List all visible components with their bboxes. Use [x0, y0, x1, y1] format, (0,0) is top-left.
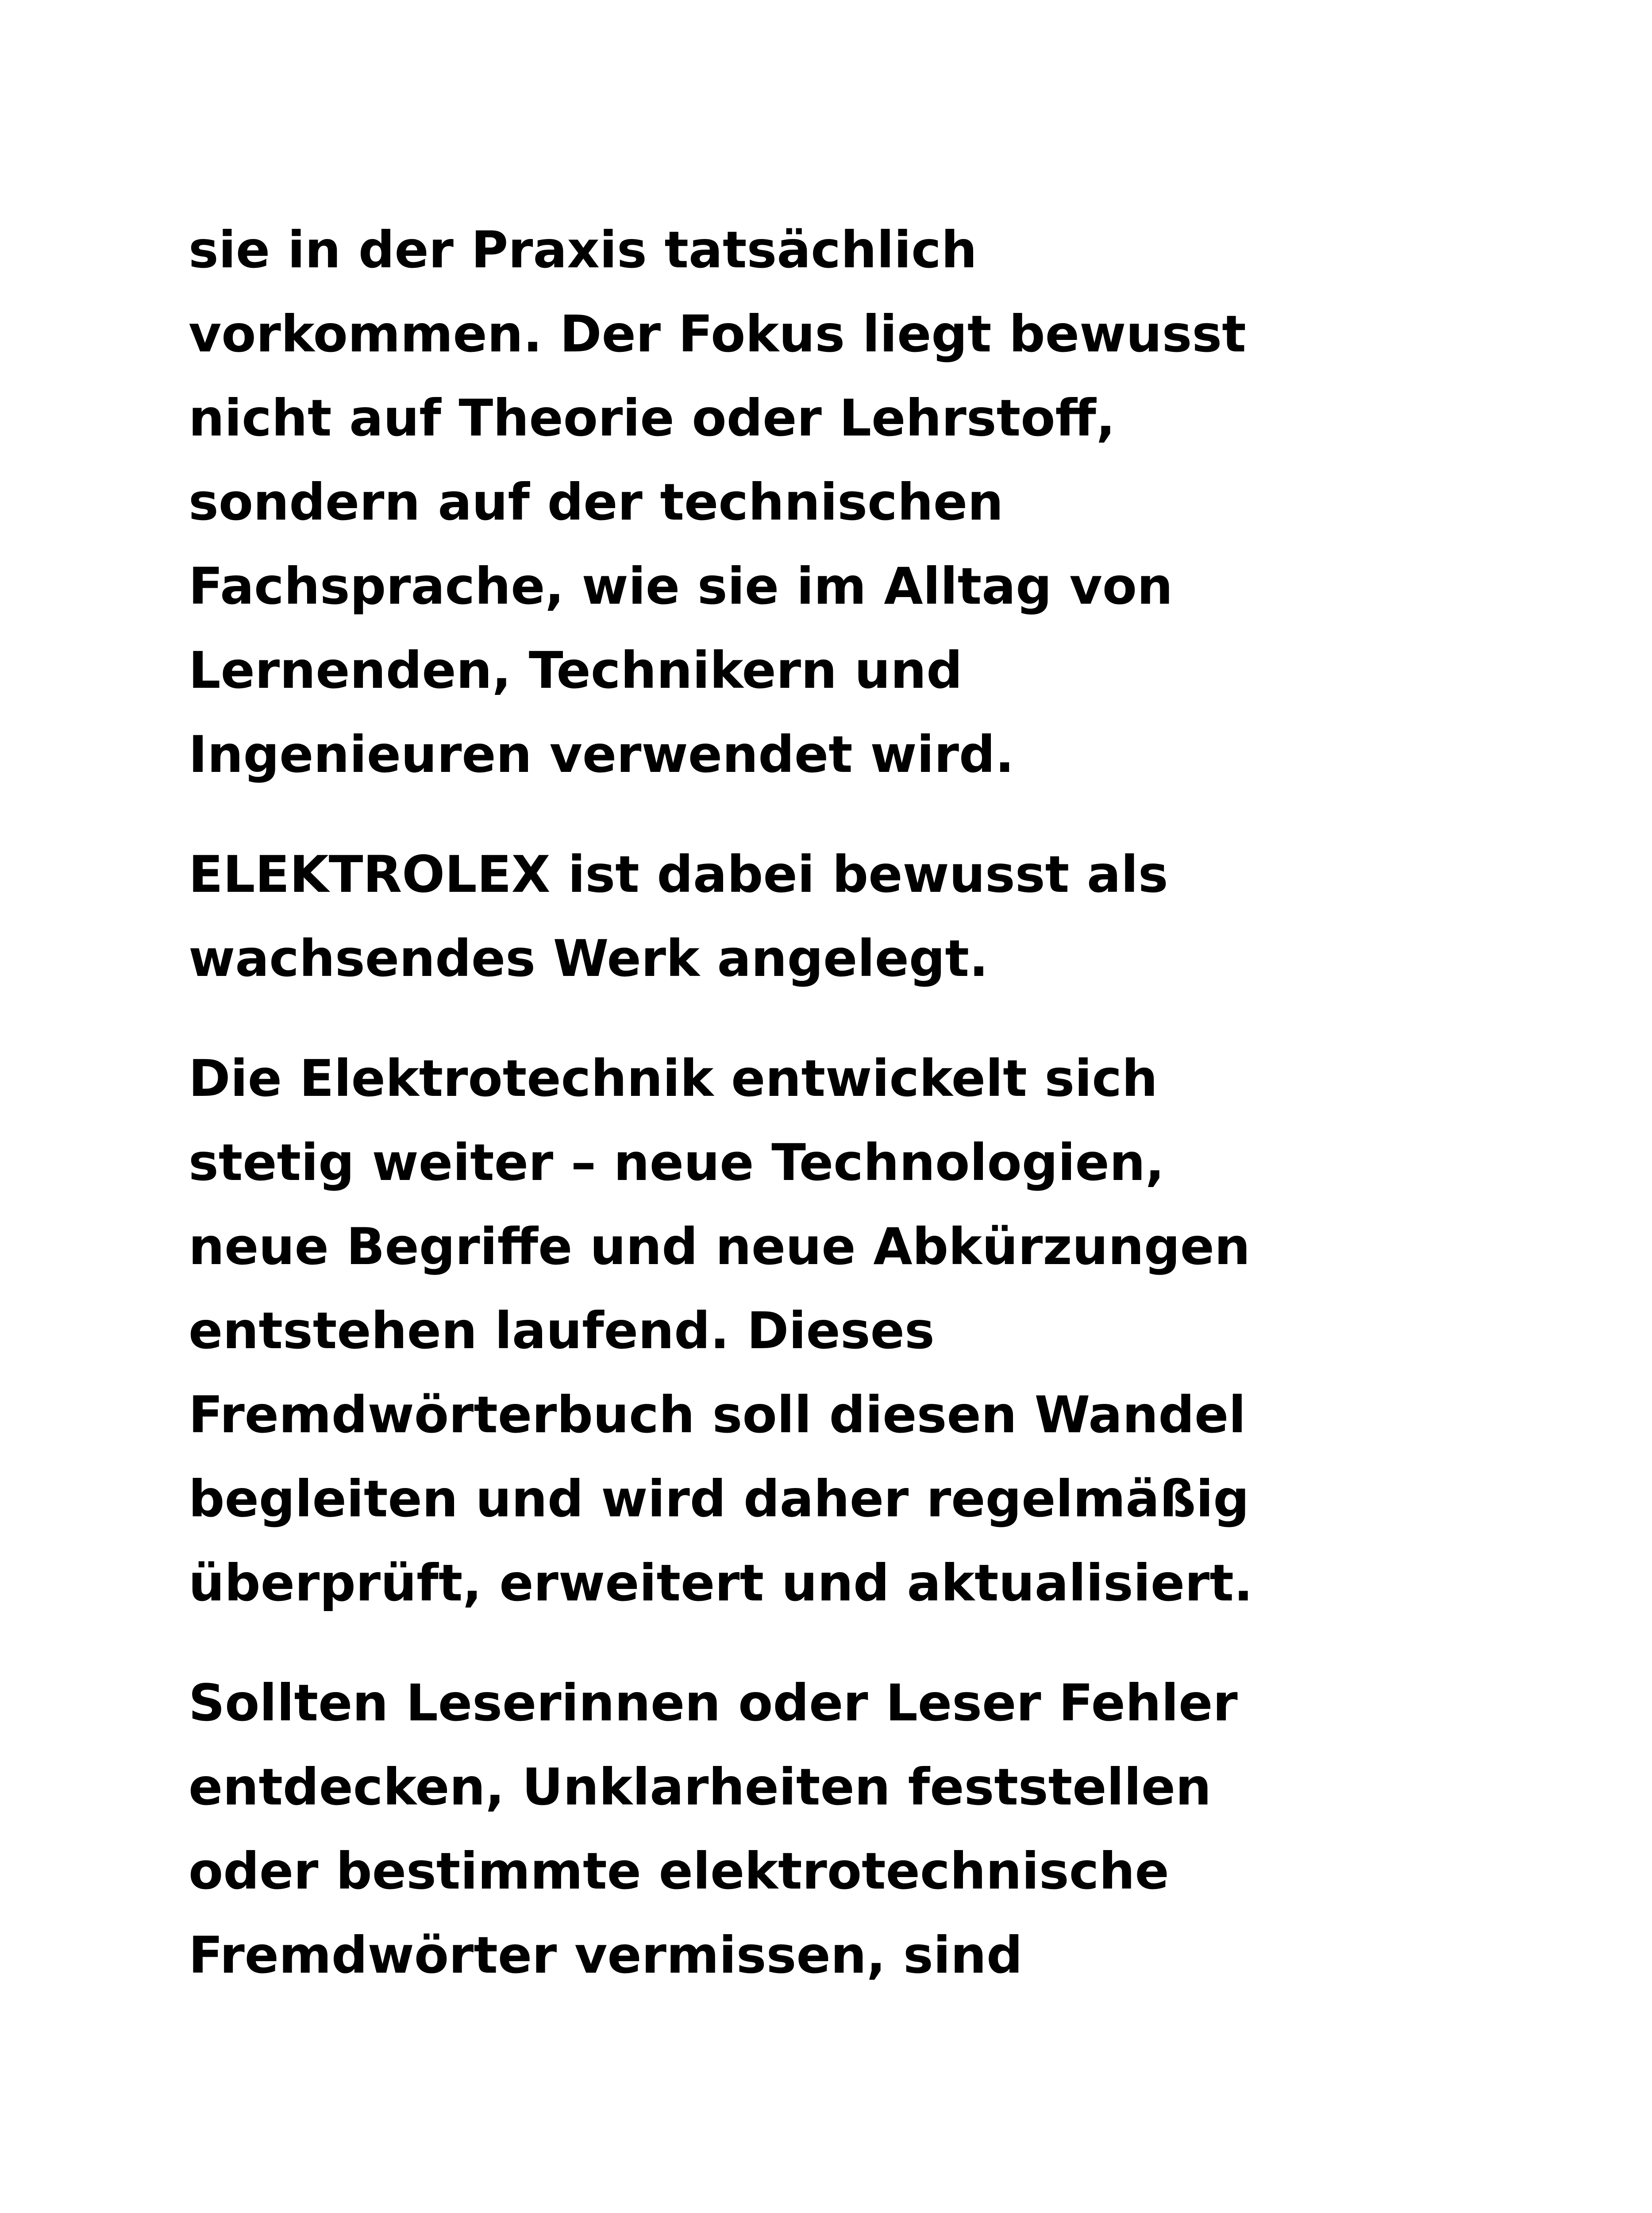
body-text [189, 208, 1321, 2033]
text-line: sondern auf der technischen [189, 473, 1004, 532]
text-line: Fremdwörterbuch soll diesen Wandel [189, 1385, 1246, 1444]
text-line: Fachsprache, wie sie im Alltag von [189, 557, 1173, 616]
text-line: entdecken, Unklarheiten feststellen [189, 1758, 1212, 1816]
text-line: begleiten und wird daher regelmäßig [189, 1469, 1250, 1528]
text-line: stetig weiter – neue Technologien, [189, 1133, 1165, 1192]
text-line: Fremdwörter vermissen, sind [189, 1926, 1023, 1985]
text-line: Sollten Leserinnen oder Leser Fehler [189, 1673, 1238, 1732]
text-line: sie in der Praxis tatsächlich [189, 220, 977, 279]
text-line: ELEKTROLEX ist dabei bewusst als [189, 845, 1168, 904]
paragraph-4 [189, 1661, 1321, 1997]
text-line: Die Elektrotechnik entwickelt sich [189, 1049, 1158, 1108]
paragraph-1 [189, 208, 1321, 797]
text-line: überprüft, erweitert und aktualisiert. [189, 1554, 1253, 1612]
text-line: nicht auf Theorie oder Lehrstoff, [189, 389, 1116, 447]
paragraph-3 [189, 1037, 1321, 1625]
text-line: wachsendes Werk angelegt. [189, 929, 989, 988]
text-line: entstehen laufend. Dieses [189, 1301, 935, 1360]
paragraph-2 [189, 833, 1321, 1001]
text-line: Lernenden, Technikern und [189, 641, 963, 700]
text-line: Ingenieuren verwendet wird. [189, 725, 1014, 784]
text-line: neue Begriffe und neue Abkürzungen [189, 1217, 1251, 1276]
text-line: oder bestimmte elektrotechnische [189, 1842, 1169, 1901]
text-line: vorkommen. Der Fokus liegt bewusst [189, 305, 1246, 363]
